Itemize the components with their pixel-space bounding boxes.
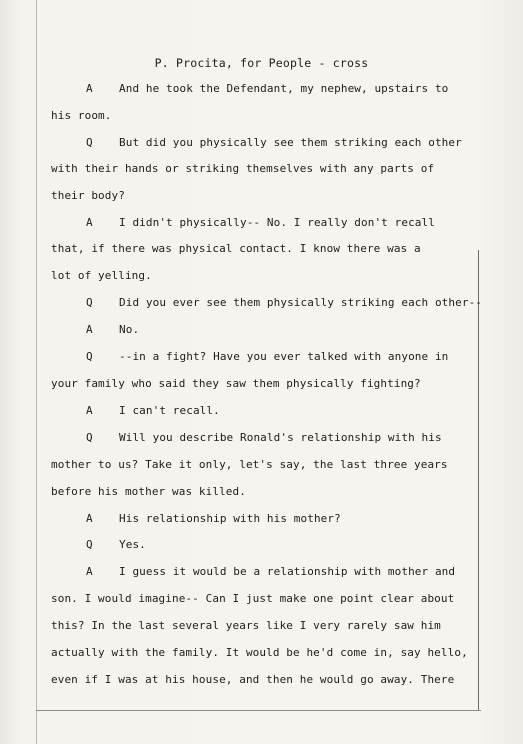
text-line: their body? — [51, 189, 125, 202]
speaker-label: A — [86, 404, 93, 417]
bottom-rule — [36, 710, 481, 711]
speaker-label: Q — [86, 136, 93, 149]
text-line: his room. — [51, 109, 112, 122]
text-line: even if I was at his house, and then he would go away. There — [51, 673, 455, 686]
text-line: His relationship with his mother? — [119, 512, 341, 525]
text-line: I can't recall. — [119, 404, 220, 417]
speaker-label: A — [86, 565, 93, 578]
speaker-label: A — [86, 216, 93, 229]
text-line: actually with the family. It would be he'd come in, say hello, — [51, 646, 468, 659]
text-line: I didn't physically-- No. I really don't recall — [119, 216, 435, 229]
text-line: with their hands or striking themselves with any parts of — [51, 162, 435, 175]
text-line: lot of yelling. — [51, 269, 152, 282]
text-line: And he took the Defendant, my nephew, upstairs to — [119, 82, 449, 95]
text-line: before his mother was killed. — [51, 485, 246, 498]
text-line: son. I would imagine-- Can I just make one point clear about — [51, 592, 455, 605]
speaker-label: A — [86, 323, 93, 336]
text-line: Will you describe Ronald's relationship with his — [119, 431, 442, 444]
text-line: this? In the last several years like I very rarely saw him — [51, 619, 441, 632]
text-line: your family who said they saw them physically fighting? — [51, 377, 421, 390]
speaker-label: Q — [86, 431, 93, 444]
right-margin-line — [478, 250, 479, 710]
text-line: Did you ever see them physically striking each other-- — [119, 296, 483, 309]
speaker-label: Q — [86, 350, 93, 363]
text-line: that, if there was physical contact. I know there was a — [51, 242, 421, 255]
text-line: Yes. — [119, 538, 146, 551]
text-line: But did you physically see them striking each other — [119, 136, 462, 149]
page-header: P. Procita, for People - cross — [154, 56, 369, 70]
text-line: No. — [119, 323, 140, 336]
speaker-label: Q — [86, 538, 93, 551]
left-margin-line — [36, 0, 37, 744]
speaker-label: Q — [86, 296, 93, 309]
text-line: --in a fight? Have you ever talked with anyone in — [119, 350, 449, 363]
speaker-label: A — [86, 512, 93, 525]
text-line: I guess it would be a relationship with mother and — [119, 565, 456, 578]
text-line: mother to us? Take it only, let's say, the last three years — [51, 458, 448, 471]
speaker-label: A — [86, 82, 93, 95]
